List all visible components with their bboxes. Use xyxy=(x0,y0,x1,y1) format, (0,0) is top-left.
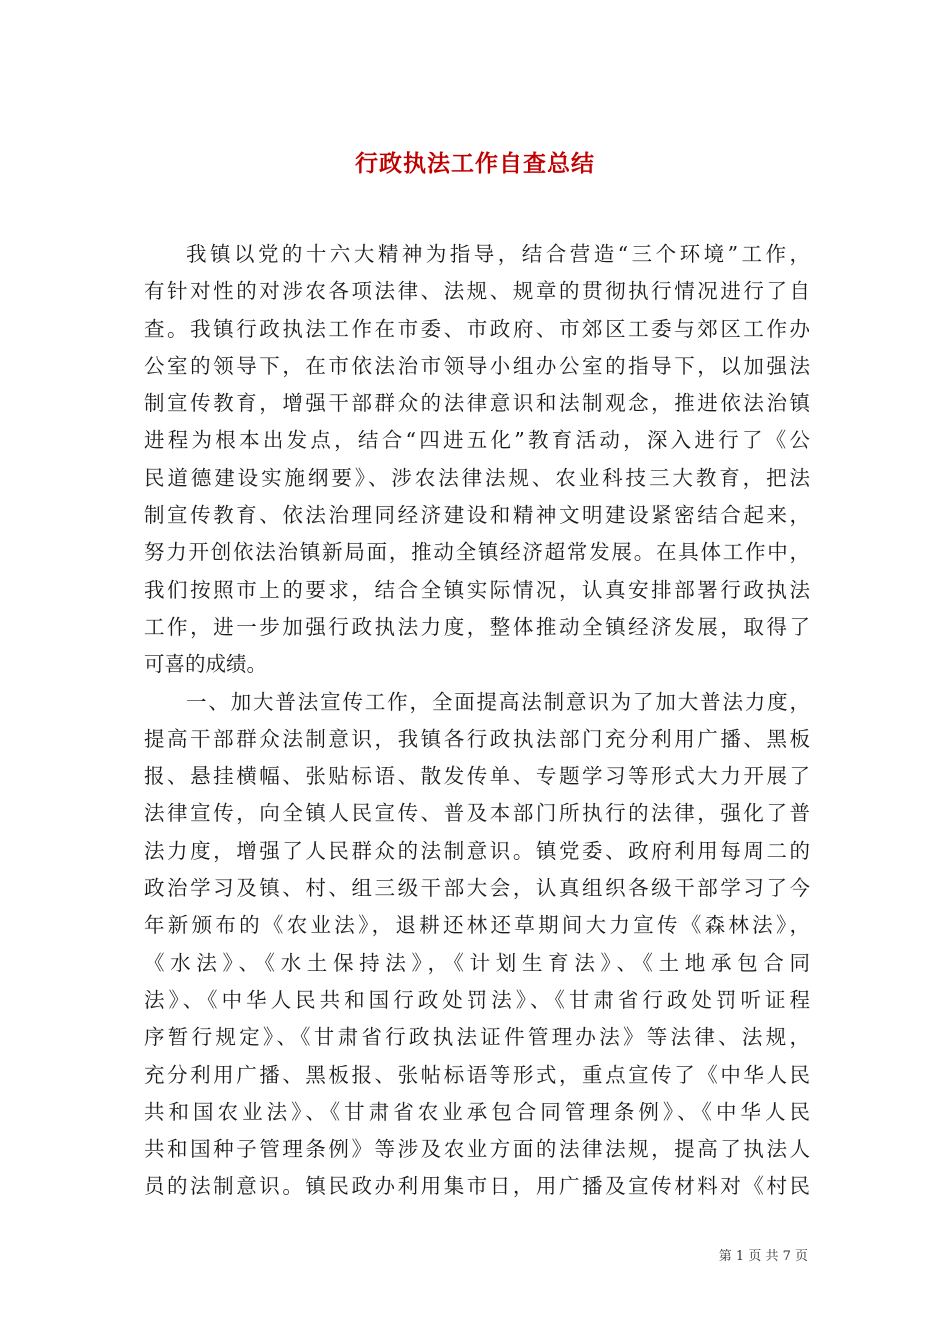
text-line: 查。我镇行政执法工作在市委、市政府、市郊区工委与郊区工作办 xyxy=(144,316,810,341)
text-line: 民道德建设实施纲要》、涉农法律法规、农业科技三大教育，把法 xyxy=(144,465,810,490)
text-line: 进程为根本出发点，结合“四进五化”教育活动，深入进行了《公 xyxy=(144,428,810,453)
text-line: 充分利用广播、黑板报、张帖标语等形式，重点宣传了《中华人民 xyxy=(144,1062,810,1087)
page-title: 行政执法工作自查总结 xyxy=(355,150,595,178)
text-line: 法》、《中华人民共和国行政处罚法》、《甘肃省行政处罚听证程 xyxy=(144,987,810,1012)
paragraph-section-one xyxy=(144,684,810,1206)
text-line: 我镇以党的十六大精神为指导，结合营造“三个环境”工作， xyxy=(186,242,810,266)
text-line: 提高干部群众法制意识，我镇各行政执法部门充分利用广播、黑板 xyxy=(144,726,810,751)
page-number-footer: 第 1 页 共 7 页 xyxy=(718,1249,808,1264)
text-line: 员的法制意识。镇民政办利用集市日，用广播及宣传材料对《村民 xyxy=(144,1174,810,1199)
text-line: 《水法》、《水土保持法》，《计划生育法》、《土地承包合同 xyxy=(144,950,810,975)
paragraph-intro xyxy=(144,236,810,684)
text-line: 报、悬挂横幅、张贴标语、散发传单、专题学习等形式大力开展了 xyxy=(144,764,810,789)
text-line: 共和国农业法》、《甘肃省农业承包合同管理条例》、《中华人民 xyxy=(144,1099,810,1124)
text-line: 制宣传教育、依法治理同经济建设和精神文明建设紧密结合起来， xyxy=(144,503,810,528)
text-line: 我们按照市上的要求，结合全镇实际情况，认真安排部署行政执法 xyxy=(144,577,810,602)
text-line: 工作，进一步加强行政执法力度，整体推动全镇经济发展，取得了 xyxy=(144,614,810,639)
text-line: 努力开创依法治镇新局面，推动全镇经济超常发展。在具体工作中， xyxy=(144,540,810,565)
text-line: 政治学习及镇、村、组三级干部大会，认真组织各级干部学习了今 xyxy=(144,876,810,901)
text-line: 公室的领导下，在市依法治市领导小组办公室的指导下，以加强法 xyxy=(144,353,810,378)
text-line: 序暂行规定》、《甘肃省行政执法证件管理办法》等法律、法规， xyxy=(144,1025,810,1050)
text-line: 有针对性的对涉农各项法律、法规、规章的贯彻执行情况进行了自 xyxy=(144,279,810,304)
text-line: 法律宣传，向全镇人民宣传、普及本部门所执行的法律，强化了普 xyxy=(144,801,810,826)
text-line: 一、加大普法宣传工作，全面提高法制意识为了加大普法力度， xyxy=(186,689,810,714)
text-line: 年新颁布的《农业法》，退耕还林还草期间大力宣传《森林法》， xyxy=(144,913,810,938)
text-line: 可喜的成绩。 xyxy=(144,652,267,677)
text-line: 法力度，增强了人民群众的法制意识。镇党委、政府利用每周二的 xyxy=(144,838,810,863)
document-body xyxy=(144,236,810,1206)
text-line: 共和国种子管理条例》等涉及农业方面的法律法规，提高了执法人 xyxy=(144,1137,810,1162)
text-line: 制宣传教育，增强干部群众的法律意识和法制观念，推进依法治镇 xyxy=(144,391,810,416)
